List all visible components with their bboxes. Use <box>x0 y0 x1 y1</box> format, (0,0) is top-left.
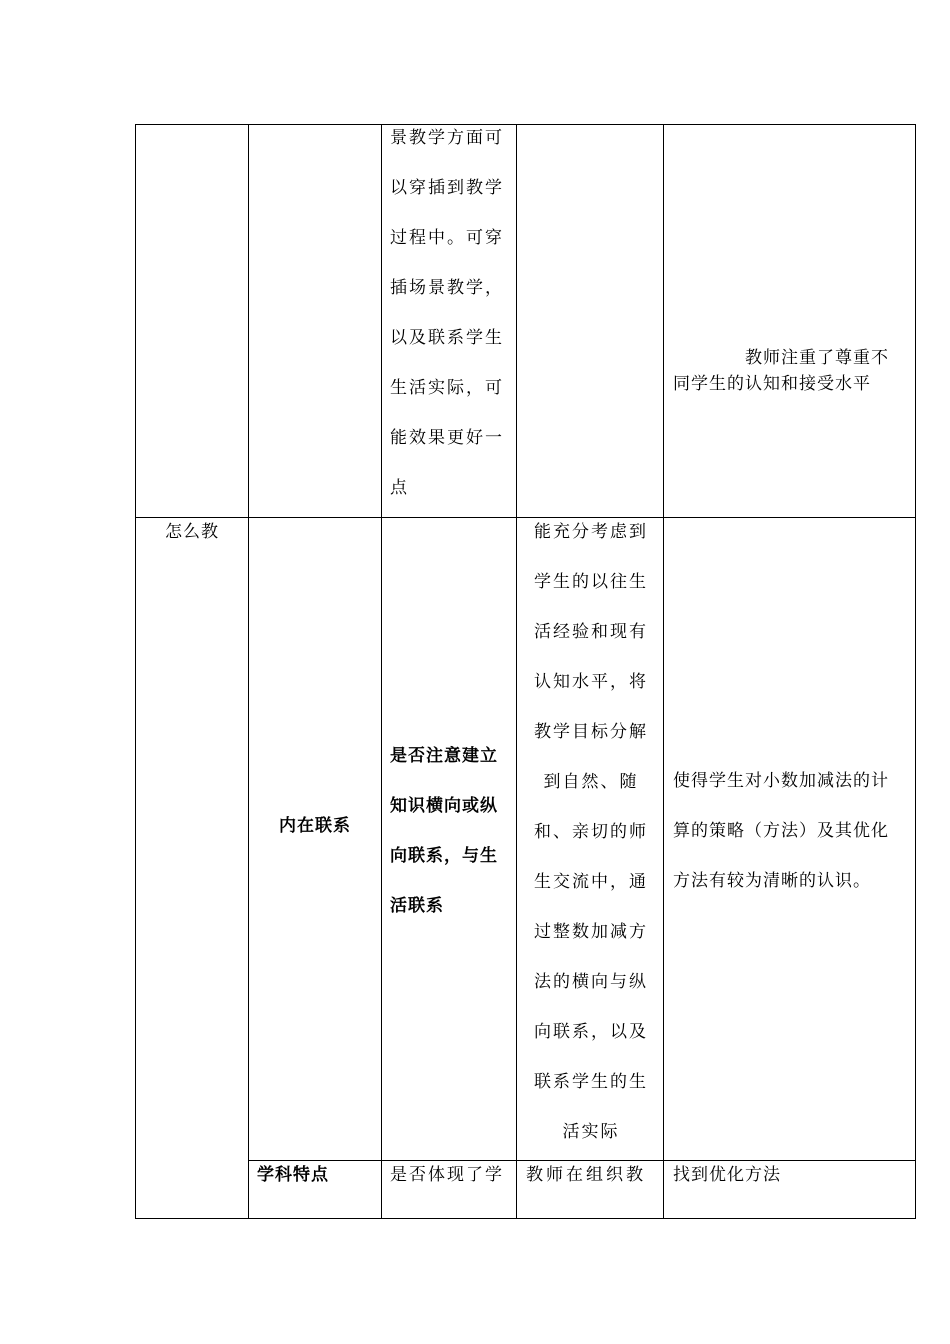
row2-col2-label: 内在联系 <box>279 816 351 836</box>
row1-col3-text: 景教学方面可 以穿插到教学 过程中。可穿 插场景教学， 以及联系学生 生活实际，可 能效果更好一 点 <box>390 128 504 498</box>
row1-col5-text-line2: 同学生的认知和接受水平 <box>673 374 871 394</box>
row3-col4-text: 教师在组织教 <box>526 1165 646 1185</box>
table-border-bottom <box>135 1218 916 1219</box>
row2-col5-text: 使得学生对小数加减法的计 算的策略（方法）及其优化 方法有较为清晰的认识。 <box>673 771 889 891</box>
row1-col5-text-line1: 教师注重了尊重不 <box>745 348 889 368</box>
row2-col1-label: 怎么教 <box>165 522 219 542</box>
col-divider-3 <box>516 124 517 1219</box>
row3-col5-text: 找到优化方法 <box>673 1165 781 1185</box>
row2-col3-question: 是否注意建立 知识横向或纵 向联系，与生 活联系 <box>390 746 498 916</box>
table-border-top <box>135 124 916 125</box>
col-divider-1 <box>248 124 249 1219</box>
row3-col3-text: 是否体现了学 <box>390 1165 504 1185</box>
col-border-left <box>135 124 136 1219</box>
row3-col2-label: 学科特点 <box>257 1165 329 1185</box>
row2-col4-text: 能充分考虑到 学生的以往生 活经验和现有 认知水平，将 教学目标分解 到自然、随 和、亲切的师 生交流中，通 过整数加减方 法的横向与纵 向联系，以及 联系学生的生 活实际 <box>534 522 648 1142</box>
col-border-right <box>915 124 916 1219</box>
col-divider-2 <box>381 124 382 1219</box>
